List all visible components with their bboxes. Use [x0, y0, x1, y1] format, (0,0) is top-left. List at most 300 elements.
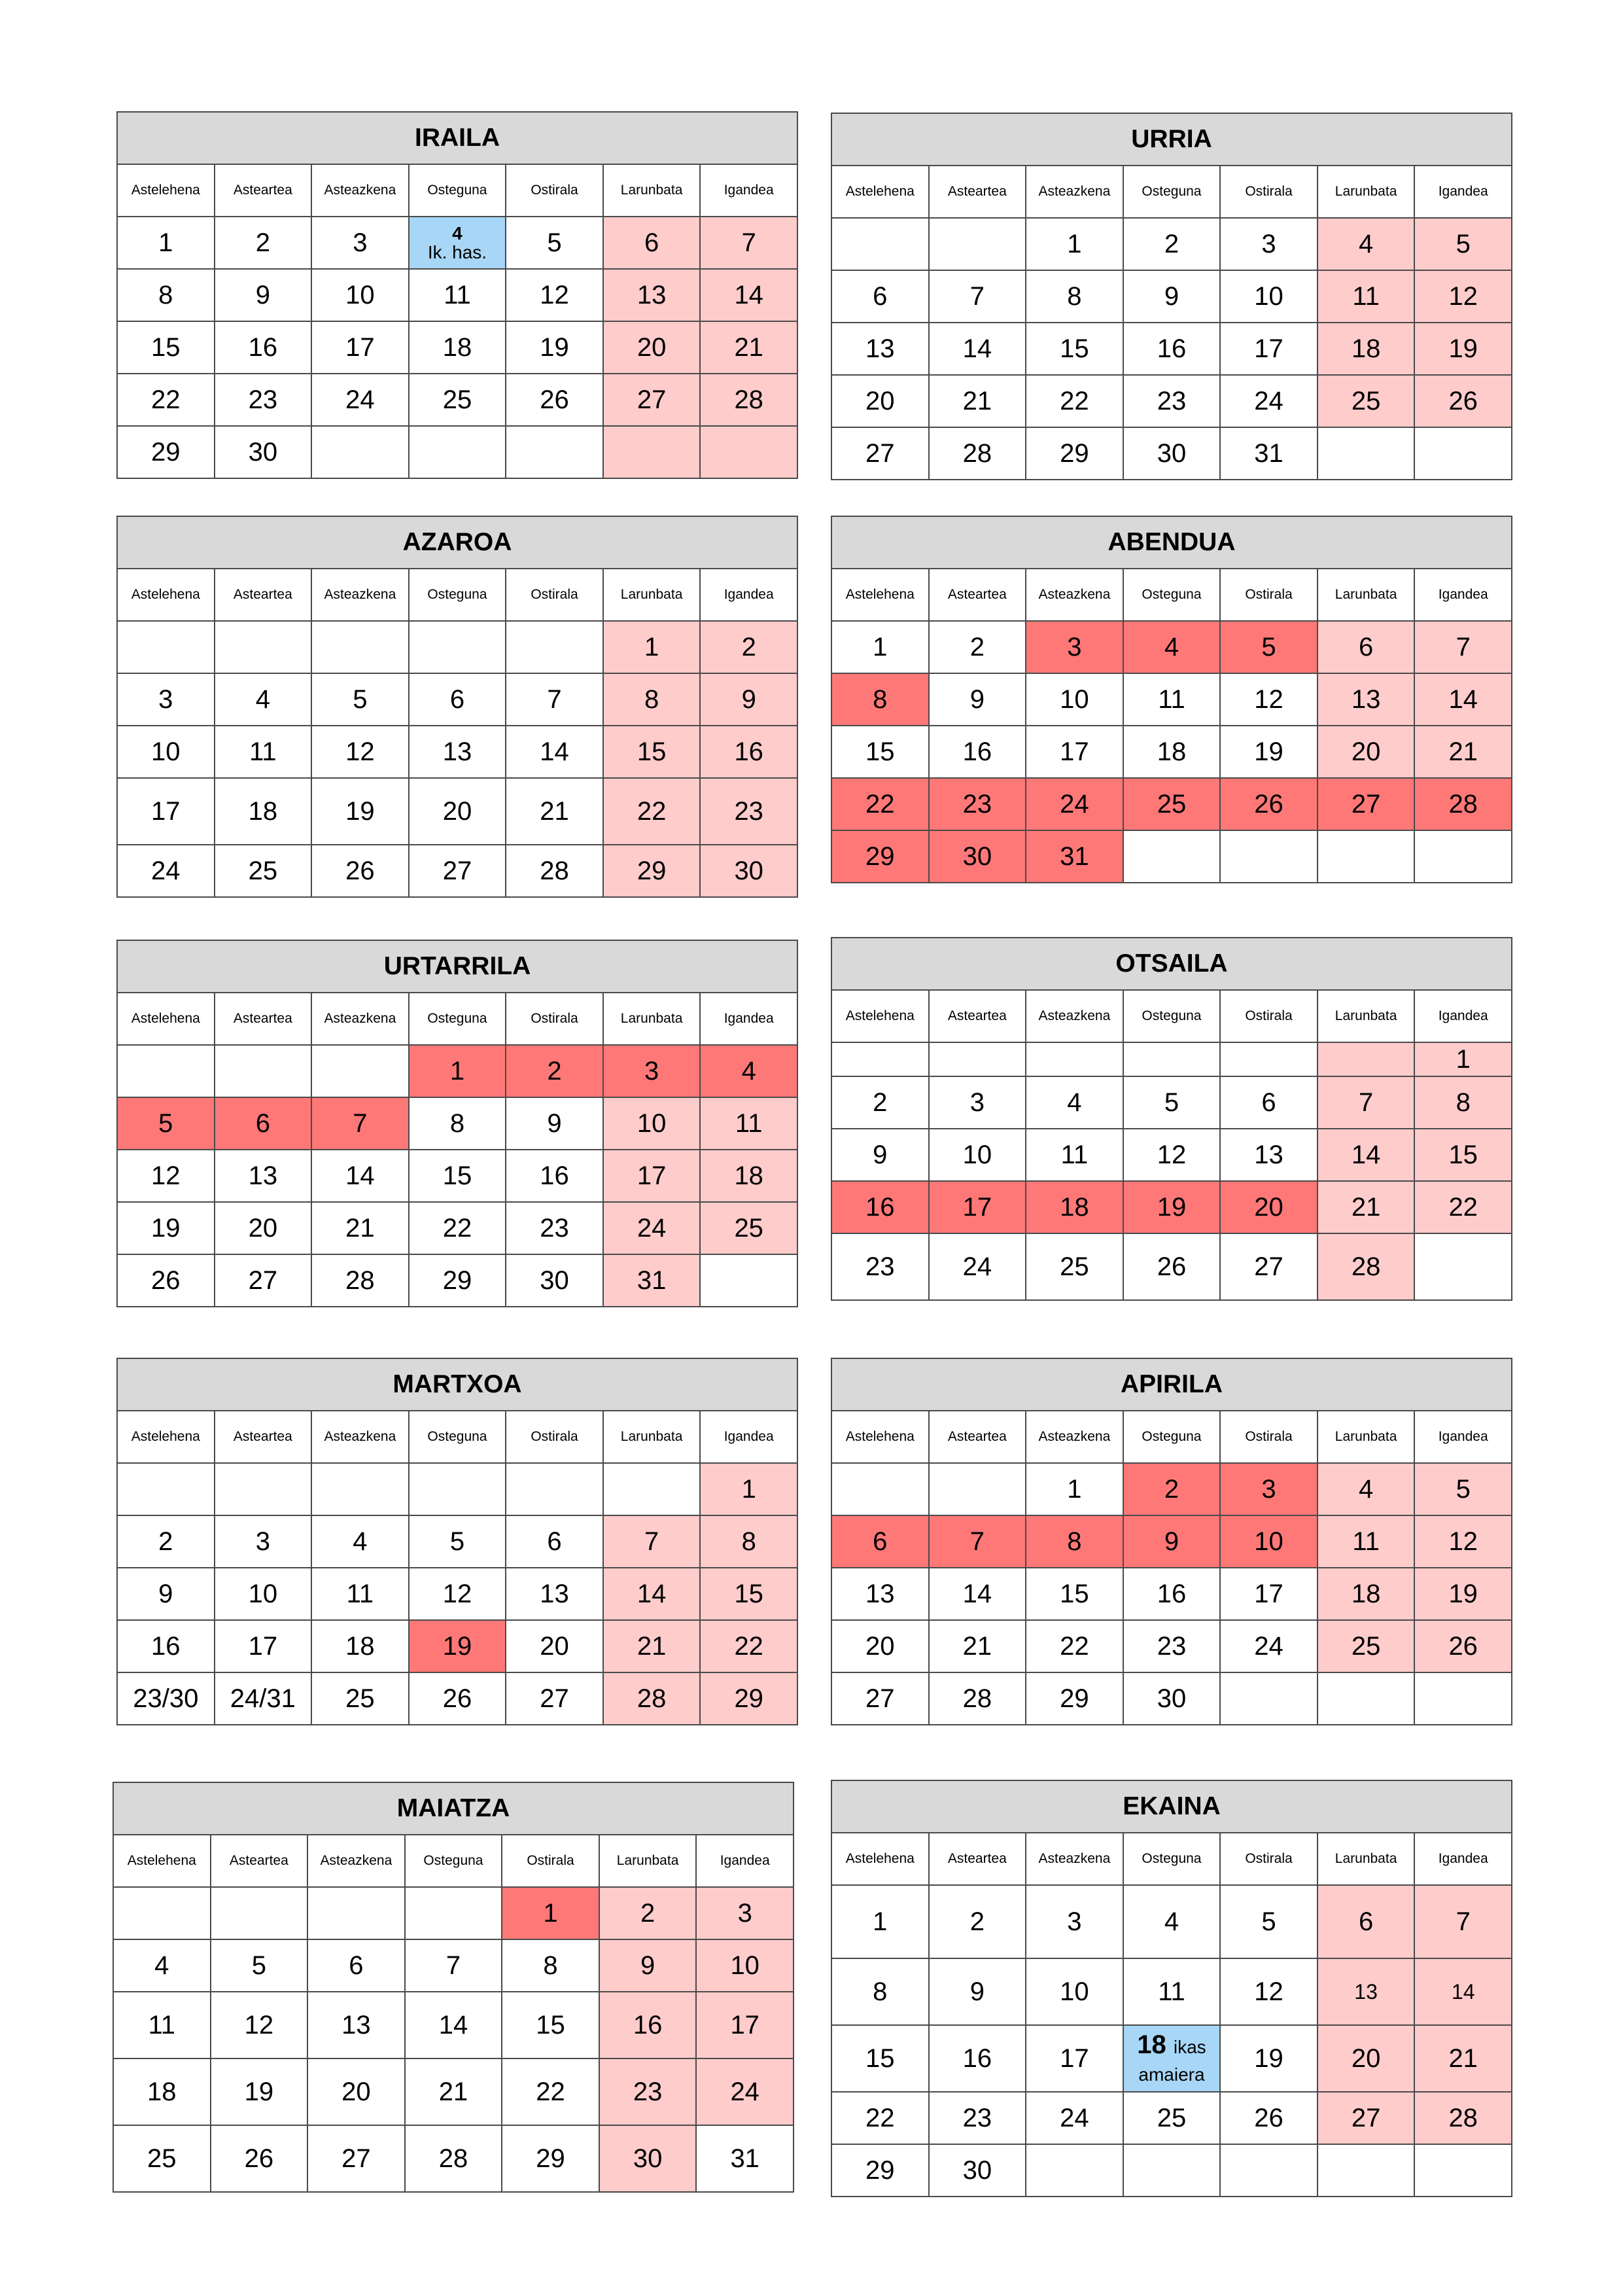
day-cell: 28 — [929, 427, 1026, 480]
weekday-header: Asteartea — [929, 569, 1026, 621]
weekday-header: Larunbata — [603, 993, 701, 1045]
weekday-header: Igandea — [1414, 1411, 1512, 1463]
day-cell: 20 — [215, 1202, 312, 1254]
day-cell: 5 — [1414, 218, 1512, 270]
day-cell: 12 — [506, 269, 603, 321]
day-cell: 3 — [696, 1887, 794, 1939]
day-cell: 24 — [117, 845, 215, 897]
day-cell: 11 — [409, 269, 506, 321]
week-row — [113, 1992, 794, 2058]
day-cell: 12 — [1123, 1129, 1221, 1181]
day-cell: 23 — [929, 2092, 1026, 2144]
day-cell: 20 — [831, 1620, 929, 1672]
month-calendar-iraila — [116, 111, 798, 479]
empty-day-cell — [215, 1045, 312, 1097]
month-table — [116, 111, 798, 479]
day-cell: 8 — [117, 269, 215, 321]
day-cell: 14 — [405, 1992, 502, 2058]
empty-day-cell — [1026, 1042, 1123, 1076]
empty-day-cell — [1220, 1042, 1318, 1076]
day-cell: 3 — [117, 673, 215, 726]
empty-day-cell — [603, 1463, 701, 1515]
day-cell: 27 — [831, 1672, 929, 1725]
day-cell: 9 — [700, 673, 797, 726]
day-cell: 30 — [700, 845, 797, 897]
weekday-header: Astelehena — [831, 990, 929, 1042]
day-cell: 6 — [603, 217, 701, 269]
day-cell: 22 — [1026, 1620, 1123, 1672]
day-cell: 27 — [215, 1254, 312, 1307]
day-cell: 10 — [1220, 270, 1318, 323]
weekday-header: Asteazkena — [1026, 166, 1123, 218]
month-table — [831, 113, 1512, 480]
day-cell: 7 — [405, 1939, 502, 1992]
weekday-header: Osteguna — [1123, 569, 1221, 621]
day-cell: 28 — [603, 1672, 701, 1725]
day-cell: 31 — [696, 2125, 794, 2192]
day-cell-event — [1123, 2025, 1221, 2092]
day-cell: 9 — [831, 1129, 929, 1181]
weekday-header: Osteguna — [409, 164, 506, 217]
empty-day-cell — [1414, 830, 1512, 883]
day-cell: 23 — [599, 2058, 697, 2125]
empty-day-cell — [1414, 427, 1512, 480]
day-cell: 26 — [1414, 1620, 1512, 1672]
day-cell: 8 — [700, 1515, 797, 1568]
day-cell: 12 — [1414, 270, 1512, 323]
week-row — [117, 845, 797, 897]
day-cell: 15 — [117, 321, 215, 374]
weekday-header: Asteazkena — [1026, 990, 1123, 1042]
week-row — [117, 374, 797, 426]
month-title: ABENDUA — [831, 516, 1512, 569]
weekday-header: Igandea — [1414, 990, 1512, 1042]
event-note-2: amaiera — [1138, 2064, 1205, 2085]
day-cell: 7 — [1318, 1076, 1415, 1129]
day-cell: 17 — [929, 1181, 1026, 1233]
week-row — [831, 1568, 1512, 1620]
day-cell: 5 — [506, 217, 603, 269]
day-cell: 14 — [1414, 673, 1512, 726]
day-cell: 24 — [311, 374, 409, 426]
day-cell: 16 — [599, 1992, 697, 2058]
weekday-header: Larunbata — [603, 1411, 701, 1463]
weekday-header: Asteazkena — [311, 164, 409, 217]
day-cell: 16 — [929, 726, 1026, 778]
day-cell: 26 — [409, 1672, 506, 1725]
day-cell: 21 — [700, 321, 797, 374]
day-cell: 22 — [409, 1202, 506, 1254]
weekday-header: Astelehena — [117, 569, 215, 621]
day-cell: 31 — [1026, 830, 1123, 883]
day-cell: 5 — [311, 673, 409, 726]
day-cell: 27 — [1220, 1233, 1318, 1300]
empty-day-cell — [1123, 830, 1221, 883]
month-table — [116, 516, 798, 898]
day-cell: 6 — [1318, 621, 1415, 673]
day-cell: 3 — [1026, 621, 1123, 673]
weekday-header: Asteartea — [929, 166, 1026, 218]
empty-day-cell — [1318, 830, 1415, 883]
day-cell: 25 — [1123, 2092, 1221, 2144]
day-cell: 17 — [215, 1620, 312, 1672]
day-cell: 1 — [831, 1885, 929, 1958]
day-cell: 19 — [117, 1202, 215, 1254]
day-cell: 16 — [700, 726, 797, 778]
empty-day-cell — [311, 426, 409, 478]
day-cell: 17 — [1026, 726, 1123, 778]
day-cell: 14 — [311, 1150, 409, 1202]
weekday-header: Asteartea — [215, 569, 312, 621]
day-cell: 12 — [1220, 673, 1318, 726]
empty-day-cell — [1220, 2144, 1318, 2197]
day-cell: 21 — [405, 2058, 502, 2125]
day-cell: 27 — [603, 374, 701, 426]
empty-day-cell — [113, 1887, 211, 1939]
month-table — [831, 1358, 1512, 1725]
week-row — [831, 1181, 1512, 1233]
day-cell: 24 — [929, 1233, 1026, 1300]
empty-day-cell — [311, 1463, 409, 1515]
day-cell-event — [409, 217, 506, 269]
day-cell: 17 — [1220, 1568, 1318, 1620]
week-row — [831, 1885, 1512, 1958]
day-cell: 8 — [831, 1958, 929, 2025]
day-cell: 12 — [311, 726, 409, 778]
month-calendar-otsaila — [831, 937, 1512, 1301]
weekday-header: Astelehena — [113, 1835, 211, 1887]
day-cell: 8 — [831, 673, 929, 726]
day-cell: 20 — [307, 2058, 405, 2125]
day-cell: 7 — [929, 270, 1026, 323]
day-cell: 29 — [831, 830, 929, 883]
month-title: URTARRILA — [117, 940, 797, 993]
day-cell: 13 — [307, 1992, 405, 2058]
week-row — [831, 323, 1512, 375]
day-cell: 28 — [1414, 2092, 1512, 2144]
weekday-header: Astelehena — [117, 164, 215, 217]
day-cell: 12 — [117, 1150, 215, 1202]
day-cell: 23 — [700, 778, 797, 845]
day-cell: 28 — [506, 845, 603, 897]
month-table — [116, 940, 798, 1307]
month-calendar-ekaina — [831, 1780, 1512, 2197]
day-cell: 14 — [603, 1568, 701, 1620]
day-cell: 11 — [1123, 1958, 1221, 2025]
day-cell: 9 — [506, 1097, 603, 1150]
weekday-header: Osteguna — [1123, 990, 1221, 1042]
day-cell: 28 — [1414, 778, 1512, 830]
day-cell: 16 — [929, 2025, 1026, 2092]
day-cell: 16 — [1123, 1568, 1221, 1620]
month-title: AZAROA — [117, 516, 797, 569]
day-cell: 20 — [409, 778, 506, 845]
day-cell: 15 — [831, 2025, 929, 2092]
day-cell: 2 — [506, 1045, 603, 1097]
empty-day-cell — [405, 1887, 502, 1939]
weekday-header: Osteguna — [1123, 166, 1221, 218]
day-cell: 21 — [506, 778, 603, 845]
empty-day-cell — [831, 218, 929, 270]
day-cell: 23 — [929, 778, 1026, 830]
week-row — [113, 2058, 794, 2125]
day-cell: 20 — [506, 1620, 603, 1672]
empty-day-cell — [307, 1887, 405, 1939]
month-table — [831, 937, 1512, 1301]
empty-day-cell — [929, 218, 1026, 270]
day-cell: 13 — [506, 1568, 603, 1620]
day-cell: 29 — [1026, 427, 1123, 480]
day-cell: 31 — [603, 1254, 701, 1307]
day-cell: 11 — [215, 726, 312, 778]
day-cell: 12 — [409, 1568, 506, 1620]
week-row — [117, 1672, 797, 1725]
day-cell: 27 — [1318, 778, 1415, 830]
day-cell: 25 — [311, 1672, 409, 1725]
day-cell: 30 — [1123, 427, 1221, 480]
day-cell: 25 — [1318, 375, 1415, 427]
week-row — [831, 778, 1512, 830]
week-row — [117, 673, 797, 726]
day-cell: 15 — [409, 1150, 506, 1202]
day-cell: 5 — [117, 1097, 215, 1150]
day-cell: 16 — [215, 321, 312, 374]
week-row — [113, 2125, 794, 2192]
day-cell: 2 — [599, 1887, 697, 1939]
day-cell: 22 — [1026, 375, 1123, 427]
day-cell: 16 — [1123, 323, 1221, 375]
day-cell: 22 — [831, 778, 929, 830]
week-row — [117, 1202, 797, 1254]
day-cell: 31 — [1220, 427, 1318, 480]
day-cell: 30 — [929, 830, 1026, 883]
empty-day-cell — [700, 426, 797, 478]
day-cell: 2 — [1123, 218, 1221, 270]
day-cell: 7 — [506, 673, 603, 726]
day-cell: 11 — [113, 1992, 211, 2058]
month-table — [831, 1780, 1512, 2197]
day-cell: 14 — [1414, 1958, 1512, 2025]
day-number: 4 — [452, 222, 462, 243]
weekday-header: Asteazkena — [311, 993, 409, 1045]
day-cell: 7 — [929, 1515, 1026, 1568]
week-row — [117, 1097, 797, 1150]
empty-day-cell — [1220, 1672, 1318, 1725]
weekday-header: Osteguna — [405, 1835, 502, 1887]
week-row — [831, 1042, 1512, 1076]
day-cell: 27 — [1318, 2092, 1415, 2144]
weekday-header: Larunbata — [1318, 990, 1415, 1042]
weekday-header: Astelehena — [117, 993, 215, 1045]
day-cell: 3 — [215, 1515, 312, 1568]
day-cell: 19 — [1123, 1181, 1221, 1233]
empty-day-cell — [211, 1887, 308, 1939]
day-cell: 6 — [1318, 1885, 1415, 1958]
empty-day-cell — [1318, 427, 1415, 480]
day-cell: 29 — [1026, 1672, 1123, 1725]
day-cell: 16 — [506, 1150, 603, 1202]
day-cell: 1 — [502, 1887, 599, 1939]
weekday-header: Igandea — [700, 569, 797, 621]
day-cell: 13 — [831, 323, 929, 375]
day-cell: 21 — [1414, 2025, 1512, 2092]
day-cell: 25 — [215, 845, 312, 897]
day-cell: 15 — [1414, 1129, 1512, 1181]
day-cell: 3 — [1220, 1463, 1318, 1515]
day-cell: 8 — [1414, 1076, 1512, 1129]
week-row — [117, 1045, 797, 1097]
day-cell: 4 — [1123, 1885, 1221, 1958]
weekday-header: Ostirala — [1220, 1833, 1318, 1885]
day-cell: 26 — [311, 845, 409, 897]
day-cell: 10 — [1220, 1515, 1318, 1568]
month-title: OTSAILA — [831, 938, 1512, 990]
day-cell: 23/30 — [117, 1672, 215, 1725]
week-row — [831, 1233, 1512, 1300]
day-cell: 9 — [929, 1958, 1026, 2025]
month-calendar-azaroa — [116, 516, 798, 898]
day-cell: 14 — [929, 1568, 1026, 1620]
month-title: MARTXOA — [117, 1358, 797, 1411]
day-cell: 29 — [831, 2144, 929, 2197]
day-cell: 22 — [502, 2058, 599, 2125]
month-calendar-abendua — [831, 516, 1512, 883]
event-note: ikas — [1173, 2037, 1206, 2057]
day-cell: 13 — [409, 726, 506, 778]
month-table — [831, 516, 1512, 883]
day-cell: 13 — [831, 1568, 929, 1620]
day-cell: 30 — [599, 2125, 697, 2192]
day-cell: 13 — [1318, 673, 1415, 726]
week-row — [117, 1463, 797, 1515]
day-cell: 1 — [1414, 1042, 1512, 1076]
empty-day-cell — [1220, 830, 1318, 883]
day-cell: 18 — [311, 1620, 409, 1672]
month-calendar-apirila — [831, 1358, 1512, 1725]
month-calendar-urria — [831, 113, 1512, 480]
weekday-header: Asteazkena — [1026, 1833, 1123, 1885]
day-cell: 5 — [1220, 621, 1318, 673]
day-cell: 10 — [696, 1939, 794, 1992]
day-cell: 25 — [1123, 778, 1221, 830]
weekday-header: Ostirala — [1220, 1411, 1318, 1463]
day-cell: 11 — [311, 1568, 409, 1620]
day-cell: 4 — [311, 1515, 409, 1568]
day-cell: 4 — [700, 1045, 797, 1097]
week-row — [831, 1463, 1512, 1515]
day-cell: 20 — [1318, 2025, 1415, 2092]
empty-day-cell — [117, 1463, 215, 1515]
day-cell: 11 — [1318, 270, 1415, 323]
day-cell: 6 — [215, 1097, 312, 1150]
day-cell: 30 — [929, 2144, 1026, 2197]
day-cell: 2 — [117, 1515, 215, 1568]
week-row — [117, 778, 797, 845]
day-cell: 18 — [215, 778, 312, 845]
week-row — [831, 1620, 1512, 1672]
day-cell: 26 — [1220, 2092, 1318, 2144]
day-cell: 25 — [700, 1202, 797, 1254]
weekday-header: Asteazkena — [311, 569, 409, 621]
weekday-header: Ostirala — [506, 1411, 603, 1463]
week-row — [831, 1672, 1512, 1725]
day-cell: 17 — [1026, 2025, 1123, 2092]
week-row — [113, 1939, 794, 1992]
weekday-header: Igandea — [1414, 1833, 1512, 1885]
week-row — [831, 427, 1512, 480]
day-cell: 21 — [1318, 1181, 1415, 1233]
day-cell: 2 — [1123, 1463, 1221, 1515]
week-row — [117, 621, 797, 673]
day-cell: 5 — [409, 1515, 506, 1568]
week-row — [117, 1254, 797, 1307]
month-title: MAIATZA — [113, 1782, 794, 1835]
empty-day-cell — [929, 1042, 1026, 1076]
day-cell: 15 — [1026, 1568, 1123, 1620]
day-cell: 10 — [603, 1097, 701, 1150]
weekday-header: Larunbata — [603, 569, 701, 621]
day-cell: 8 — [502, 1939, 599, 1992]
day-cell: 11 — [1026, 1129, 1123, 1181]
week-row — [113, 1887, 794, 1939]
day-cell: 19 — [311, 778, 409, 845]
day-cell: 19 — [1414, 1568, 1512, 1620]
empty-day-cell — [1123, 1042, 1221, 1076]
weekday-header: Larunbata — [1318, 1411, 1415, 1463]
day-cell: 24/31 — [215, 1672, 312, 1725]
day-cell: 12 — [1414, 1515, 1512, 1568]
day-cell: 7 — [700, 217, 797, 269]
day-cell: 15 — [700, 1568, 797, 1620]
day-cell: 9 — [929, 673, 1026, 726]
week-row — [831, 218, 1512, 270]
day-number: 18 — [1137, 2030, 1166, 2059]
month-title: APIRILA — [831, 1358, 1512, 1411]
day-cell: 24 — [1220, 1620, 1318, 1672]
day-cell: 30 — [1123, 1672, 1221, 1725]
day-cell: 20 — [603, 321, 701, 374]
day-cell: 25 — [409, 374, 506, 426]
day-cell: 12 — [1220, 1958, 1318, 2025]
day-cell: 17 — [1220, 323, 1318, 375]
empty-day-cell — [1414, 2144, 1512, 2197]
day-cell: 21 — [1414, 726, 1512, 778]
day-cell: 26 — [117, 1254, 215, 1307]
month-calendar-maiatza — [113, 1782, 794, 2193]
weekday-header: Osteguna — [409, 569, 506, 621]
day-cell: 22 — [1414, 1181, 1512, 1233]
weekday-header: Osteguna — [409, 1411, 506, 1463]
weekday-header: Asteartea — [929, 1833, 1026, 1885]
weekday-header: Larunbata — [603, 164, 701, 217]
week-row — [117, 1568, 797, 1620]
day-cell: 2 — [929, 621, 1026, 673]
day-cell: 22 — [831, 2092, 929, 2144]
weekday-header: Ostirala — [506, 164, 603, 217]
day-cell: 10 — [1026, 1958, 1123, 2025]
day-cell: 2 — [700, 621, 797, 673]
weekday-header: Astelehena — [831, 1411, 929, 1463]
day-cell: 10 — [215, 1568, 312, 1620]
day-cell: 26 — [1123, 1233, 1221, 1300]
day-cell: 9 — [1123, 270, 1221, 323]
day-cell: 5 — [211, 1939, 308, 1992]
day-cell: 15 — [502, 1992, 599, 2058]
day-cell: 6 — [831, 1515, 929, 1568]
week-row — [117, 426, 797, 478]
weekday-header: Asteazkena — [1026, 1411, 1123, 1463]
day-cell: 27 — [409, 845, 506, 897]
